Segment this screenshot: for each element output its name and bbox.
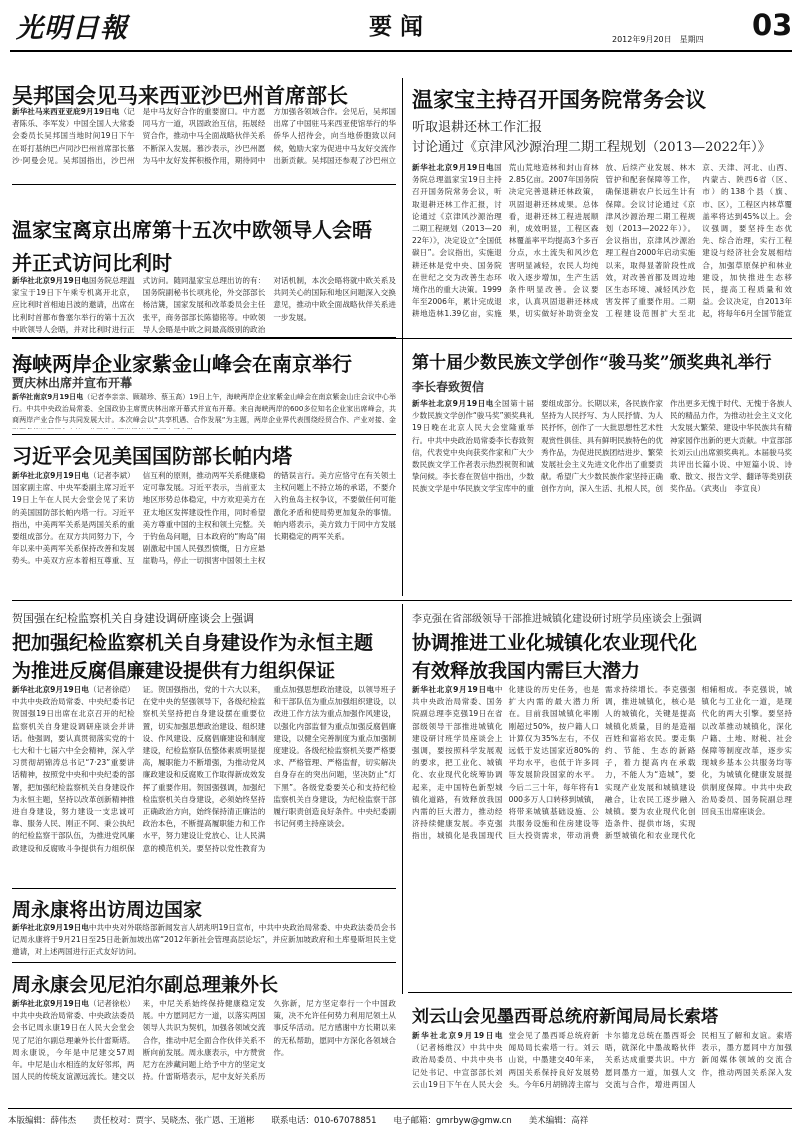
article-a9-body: 新华社北京9月19日电中共中央对外联络部新闻发言人胡兆明19日宣布，中共中央政治局常委、中央政法委员会书记周永康将于9月21日至25日赴新加坡出席“2012年新社会管理高层论坛”，并应新加坡政府和土库曼斯坦民主党邀请，对上述两国进行正式友好访问。: [12, 923, 396, 957]
subhead-a4: 贾庆林出席并宣布开幕: [12, 376, 133, 390]
newspaper-logo: 光明日報: [16, 13, 128, 44]
article-a2-body: 新华社北京9月19日电国务院总理温家宝于19日下午乘专机离开北京，应比利时首相迪吕波的邀请，出席在比利时首都布鲁塞尔举行的第十五次中欧领导人会晤，并对比利时进行正式访问。随同温家宝总理出访的有：国务院副秘书长项兆伦，外交部部长杨洁篪，国家发展和改革委员会主任张平，商务部部长陈德铭等。中欧领导人会晤是中欧之间最高级别的政治对话机制，本次会晤将就中欧关系及共同关心的国际和地区问题深入交换意见，推动中欧全面战略伙伴关系进一步发展。: [12, 276, 396, 334]
headline-a6: 习近平会见美国国防部长帕内塔: [12, 444, 292, 468]
page-number: 03: [752, 8, 793, 42]
footer-credits: 本版编辑：薛伟杰 责任校对：贾宇、吴晓杰、张广恩、王道彬 联系电话：010-67078851 电子邮箱：gmrbyw@gmw.cn 美术编辑：高祥: [8, 1116, 589, 1126]
headline-a2-line2: 并正式访问比利时: [12, 251, 172, 275]
headline-a10: 周永康会见尼泊尔副总理兼外长: [12, 974, 279, 996]
divider: [12, 600, 792, 601]
headline-a8: 协调推进工业化城镇化农业现代化: [412, 632, 698, 654]
column-divider: [402, 344, 403, 596]
divider: [12, 338, 792, 339]
headline-a7-line2: 为推进反腐倡廉建设提供有力组织保证: [12, 660, 336, 682]
divider: [12, 962, 396, 963]
article-a6-body: 新华社北京9月19日电（记者李斌）国家副主席、中央军委副主席习近平19日上午在人民大会堂会见了来访的美国国防部长帕内塔一行。习近平指出，中美两军关系是两国关系的重要组成部分。在双方共同努力下，今年以来中美两军关系保持改善和发展势头。中美双方应本着相互尊重、互信互利的原则，推动两军关系健康稳定可靠发展。习近平表示，当前亚太地区形势总体稳定，中方欢迎美方在亚太地区发挥建设性作用，同时希望美方尊重中国的主权和领土完整。关于钓鱼岛问题，日本政府的“购岛”闹剧激起中国人民强烈愤慨，日方应悬崖勒马，停止一切损害中国领土主权的错误言行。美方应恪守在有关领土主权问题上不持立场的承诺，不要介入钓鱼岛主权争议，不要做任何可能激化矛盾和使局势更加复杂的事情。帕内塔表示，美方致力于同中方发展长期稳定的两军关系。: [12, 471, 396, 566]
article-a1-body: 新华社马来西亚亚庇9月19日电（记者陈乐、李军发）中国全国人大常委会委员长吴邦国当地时间19日下午在哥打基纳巴卢同沙巴州首席部长慕沙·阿曼会见。吴邦国指出，沙巴州是中马友好合作的重要窗口。中方愿同马方一道，巩固政治互信，拓展经贸合作，推动中马全面战略伙伴关系不断深入发展。慕沙表示，沙巴州愿为马中友好发挥积极作用，期待同中方加强各领域合作。会见后，吴邦国出席了中国驻马来西亚使馆举行的华侨华人招待会，向当地侨胞致以问候，勉励大家为促进中马友好交流作出新贡献。吴邦国还参观了沙巴州立: [12, 107, 396, 165]
article-a10-body: 新华社北京9月19日电（记者徐松）中共中央政治局常委、中央政法委员会书记周永康19日在人民大会堂会见了尼泊尔副总理兼外长什雷斯塔。周永康说，今年是中尼建交57周年。中尼是山水相连的友好邻邦，两国人民的传统友谊源远流长。建交以来，中尼关系始终保持健康稳定发展。中方愿同尼方一道，以落实两国领导人共识为契机，加强各领域交流合作，推动中尼全面合作伙伴关系不断向前发展。周永康表示，中方赞赏尼方在涉藏问题上给予中方的坚定支持。什雷斯塔表示，尼中友好关系历久弥新，尼方坚定奉行一个中国政策，决不允许任何势力利用尼领土从事反华活动。尼方感谢中方长期以来的无私帮助，愿同中方深化各领域合作。: [12, 999, 396, 1082]
headline-a3: 温家宝主持召开国务院常务会议: [412, 87, 706, 112]
article-a4-body: 新华社南京9月19日电（记者李亲亲、顾瑞珍、蔡玉高）19日上午，海峡两岸企业家紫金山峰会在南京紫金山庄会议中心举行。中共中央政治局常委、全国政协主席贾庆林出席开幕式并宣布开幕。来自海峡两岸的600多位知名企业家出席峰会，共商两岸产业合作与共同发展大计。本次峰会以“共享机遇、合作发展”为主题，两岸企业界代表围绕经贸合作、产业对接、金: [12, 393, 396, 425]
footer-rule: [8, 1108, 792, 1109]
section-title: 要闻: [369, 13, 431, 40]
article-a11-body: 新华社北京9月19日电（记者杨维汉）中共中央政治局委员、中共中央书记处书记、中宣部部长刘云山19日下午在人民大会堂会见了墨西哥总统府新闻局局长索塔一行。刘云山说，中墨建交40年来，两国关系保持良好发展势头。今年6月胡锦涛主席与卡尔德龙总统在墨西哥会晤，就深化中墨战略伙伴关系达成重要共识。中方愿同墨方一道，加强人文交流与合作，增进两国人民相互了解和友谊。索塔表示，墨方愿同中方加强新闻媒体领域的交流合作，推动两国关系深入发: [412, 1031, 792, 1089]
divider: [408, 992, 792, 993]
article-a8-body: 新华社北京9月19日电中共中央政治局常委、国务院副总理李克强19日在省部级领导干部推进城镇化建设研讨班学员座谈会上强调，要按照科学发展观的要求，把工业化、城镇化、农业现代化统筹协调起来，走中国特色新型城镇化道路，有效释放我国内需的巨大潜力，推动经济持续健康发展。李克强指出，城镇化是我国现代化建设的历史任务，也是扩大内需的最大潜力所在。目前我国城镇化率刚刚超过50%，按户籍人口计算仅为35%左右，不仅远低于发达国家近80%的平均水平，也低于许多同等发展阶段国家的水平。今后二三十年，每年将有1000多万人口转移到城镇，将带来城镇基础设施、公共服务设施和住房建设等巨大投资需求，带动消费需求持续增长。李克强强调，推进城镇化，核心是人的城镇化，关键是提高城镇化质量，目的是造福百姓和富裕农民。要走集约、节能、生态的新路子，着力提高内在承载力，不能人为“造城”，要实现产业发展和城镇建设融合，让农民工逐步融入城镇。要为农业现代化创造条件、提供市场，实现新型城镇化和农业现代化相辅相成。李克强说，城镇化与工业化一道，是现代化的两大引擎。要坚持以改革推动城镇化，深化户籍、土地、财税、社会保障等制度改革，逐步实现城乡基本公共服务均等化，为城镇化健康发展提供制度保障。中共中央政治局委员、国务院副总理回良玉出席座谈会。: [412, 685, 792, 841]
headline-a1: 吴邦国会见马来西亚沙巴州首席部长: [12, 83, 348, 108]
divider: [12, 434, 396, 435]
headline-a9: 周永康将出访周边国家: [12, 899, 203, 921]
subhead-a3-1: 听取退耕还林工作汇报: [412, 120, 543, 135]
headline-a2: 温家宝离京出席第十五次中欧领导人会晤: [12, 218, 372, 242]
kicker-a8: 李克强在省部级领导干部推进城镇化建设研讨班学员座谈会上强调: [412, 614, 702, 625]
article-a7-body: 新华社北京9月19日电（记者徐硙）中共中央政治局常委、中央纪委书记贺国强19日出席在北京召开的纪检监察机关自身建设调研座谈会并讲话。他强调，要认真贯彻落实党的十七大和十七届六中全会精神，深入学习贯彻胡锦涛总书记“7·23”重要讲话精神，按照党中央和中央纪委的部署，把加强纪检监察机关自身建设作为永恒主题，坚持以改革创新精神推进自身建设，努力建设一支忠诚可靠、服务人民、刚正不阿、秉公执纪的纪检监察干部队伍，为推进党风廉政建设和反腐败斗争提供有力组织保证。贺国强指出，党的十六大以来，在党中央的坚强领导下，各级纪检监察机关坚持把自身建设摆在重要位置，切实加强思想政治建设、组织建设、作风建设、反腐倡廉建设和制度建设，纪检监察队伍整体素质明显提高，履职能力不断增强，为推动党风廉政建设和反腐败工作取得新成效发挥了重要作用。贺国强强调，加强纪检监察机关自身建设，必须始终坚持正确政治方向，始终保持清正廉洁的政治本色，不断提高履职能力和工作水平，努力建设让党放心、让人民满意的模范机关。要坚持以党性教育为重点加强思想政治建设，以领导班子和干部队伍为重点加强组织建设，以改进工作方法为重点加强作风建设，以强化内部监督为重点加强反腐倡廉建设，以健全完善制度为重点加强制度建设。各级纪检监察机关要严格要求、严格管理、严格监督，切实解决自身存在的突出问题，坚决防止“灯下黑”。各级党委要关心和支持纪检监察机关自身建设，为纪检监察干部履行职责创造良好条件。中央纪委副书记何勇主持座谈会。: [12, 685, 396, 853]
article-a3-body: 新华社北京9月19日电国务院总理温家宝19日主持召开国务院常务会议，听取退耕还林工作汇报，讨论通过《京津风沙源治理二期工程规划（2013—2022年）》，决定设立“全国低碳日”。会议指出，实施退耕还林是党中央、国务院在世纪之交为改善生态环境作出的重大决策。1999年至2006年，累计完成退耕地造林1.39亿亩，实施荒山荒地造林和封山育林2.85亿亩。2007年国务院决定完善退耕还林政策，巩固退耕还林成果。总体看，退耕还林工程进展顺利，成效明显，工程区森林覆盖率平均提高3个多百分点，水土流失和风沙危害明显减轻，农民人均纯收入逐步增加，生产生活条件明显改善。会议要求，认真巩固退耕还林成果，切实做好补助资金发放、后续产业发展、林木管护和配套保障等工作，确保退耕农户长远生计有保障。会议讨论通过《京津风沙源治理二期工程规划（2013—2022年）》。会议指出，京津风沙源治理工程自2000年启动实施以来，取得显著阶段性成效，对改善首都及周边地区生态环境、减轻风沙危害发挥了重要作用。二期工程建设范围扩大至北京、天津、河北、山西、内蒙古、陕西6省（区、市）的138个县（旗、市、区），工程区内林草覆盖率将达到45%以上。会议强调，要坚持生态优先、综合治理，实行工程建设与经济社会发展相结合，加强草原保护和林业建设，加快推进生态移民，提高工程质量和效益。会议决定，自2013年起，将每年6月全国节能宣: [412, 163, 792, 319]
masthead-rule: [10, 50, 792, 52]
column-divider: [402, 78, 403, 348]
column-divider: [402, 604, 403, 994]
headline-a11: 刘云山会见墨西哥总统府新闻局局长索塔: [412, 1007, 718, 1027]
headline-a5: 第十届少数民族文学创作“骏马奖”颁奖典礼举行: [412, 353, 772, 373]
article-a5-body: 新华社北京9月19日电全国第十届少数民族文学创作“骏马奖”颁奖典礼19日晚在北京人民大会堂隆重举行。中共中央政治局常委李长春致贺信，代表党中央向获奖作家和广大少数民族文学工作者表示热烈祝贺和诚挚问候。李长春在贺信中指出，少数民族文学是中华民族文学宝库中的重要组成部分。长期以来，各民族作家坚持为人民抒写、为人民抒情、为人民抒怀，创作了一大批思想性艺术性观赏性俱佳、具有鲜明民族特色的优秀作品，为促进民族团结进步、繁荣发展社会主义先进文化作出了重要贡献。希望广大少数民族作家坚持正确创作方向，深入生活、扎根人民，创作出更多无愧于时代、无愧于各族人民的精品力作，为推动社会主义文化大发展大繁荣、建设中华民族共有精神家园作出新的更大贡献。中宣部部长刘云山出席颁奖典礼。本届骏马奖共评出长篇小说、中短篇小说、诗歌、散文、报告文学、翻译等类别获奖作品。（武夷山 李宣良）: [412, 399, 792, 494]
kicker-a7: 贺国强在纪检监察机关自身建设调研座谈会上强调: [12, 612, 254, 625]
subhead-a3-2: 讨论通过《京津风沙源治理二期工程规划（2013—2022年）》: [412, 140, 771, 155]
subhead-a5: 李长春致贺信: [412, 380, 485, 394]
headline-a4: 海峡两岸企业家紫金山峰会在南京举行: [12, 352, 352, 376]
headline-a8-line2: 有效释放我国内需巨大潜力: [412, 660, 641, 682]
issue-date: 2012年9月20日 星期四: [612, 35, 704, 44]
headline-a7: 把加强纪检监察机关自身建设作为永恒主题: [12, 632, 374, 654]
divider: [12, 184, 396, 185]
divider: [12, 888, 396, 889]
